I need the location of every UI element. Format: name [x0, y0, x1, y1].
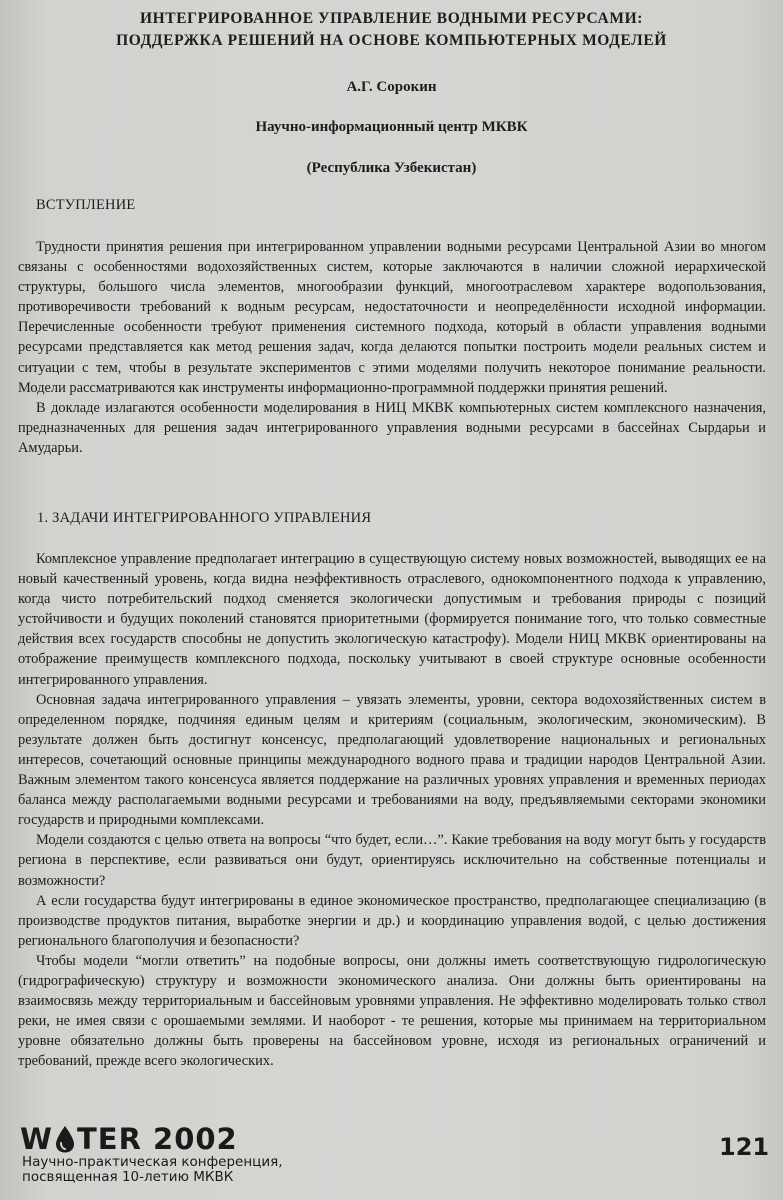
section-1-paragraph: Чтобы модели “могли ответить” на подобные вопросы, они должны иметь соответствующую гидрологическую (гидрографическую) структуру и возможности экономического анализа. Они должны быть ориентированы на взаимосвязь между территориальным и бассейновым уровнями управления. Не эффективно моделировать только ствол реки, не имея связи с орошаемыми землями. И наоборот - те решения, которые мы принимаем на территориальном уровне обязательно должны быть проверены на бассейновом уровне, исходя из региональных ограничений и требований, прежде всего экологических. — [18, 952, 766, 1070]
country-name: (Республика Узбекистан) — [306, 160, 477, 176]
intro-paragraph: Трудности принятия решения при интегрированном управлении водными ресурсами Центральной Азии во многом связаны с особенностями водохозяйственных систем, которые заключаются в наличии сложной иерархической структуры, большого числа элементов, многообразии функций, многоотраслевом характере водопользования, противоречивости требований к водным ресурсам, недостаточности и неопределённости исходной информации. Перечисленные особенности требуют применения системного подхода, который в области управления водными ресурсами представляется как метод решения задач, когда делаются попытки построить модели реальных систем и ситуации с тем, чтобы в результате экспериментов с этими моделями получить некоторое понимание реальности. Модели рассматриваются как инструменты информационно-программной поддержки принятия решений. — [18, 239, 766, 396]
page-number: 121 — [719, 1133, 770, 1161]
conference-subtitle — [22, 1155, 283, 1185]
intro-paragraph: В докладе излагаются особенности моделирования в НИЦ МКВК компьютерных систем комплексного назначения, предназначенных для решения задач интегрированного управления водными ресурсами в бассейнах Сырдарьи и Амударьи. — [18, 399, 766, 456]
water-drop-icon — [54, 1124, 76, 1154]
conference-subtitle-line-2: посвященная 10-летию МКВК — [22, 1169, 234, 1185]
logo-text-left: W — [20, 1122, 53, 1156]
conference-subtitle-line-1: Научно-практическая конференция, — [22, 1154, 283, 1170]
section-1-paragraph: Основная задача интегрированного управления – увязать элементы, уровни, сектора водохозяйственных систем в определенном порядке, подчиняя единым целям и критериям (социальным, экологическим, экономическим). В результате должен быть достигнут консенсус, предполагающий удовлетворение национальных и региональных интересов, сочетающий основные принципы международного водного права и традиции народов Центральной Азии. Важным элементом такого консенсуса является поддержание на различных уровнях управления и временных периодах баланса между располагаемыми водными ресурсами и требованиями на воду, предъявляемыми секторами экономики государств и природными комплексами. — [18, 691, 766, 829]
title-line-1: ИНТЕГРИРОВАННОЕ УПРАВЛЕНИЕ ВОДНЫМИ РЕСУРСАМИ: — [139, 10, 644, 27]
section-1-paragraph: Комплексное управление предполагает интеграцию в существующую систему новых возможностей, выводящих ее на новый качественный уровень, когда видна неэффективность отраслевого, однокомпонентного подхода к управлению, когда чисто потребительский подход сменяется экологически допустимым и требования природы с позиций устойчивости и будущих поколений становятся приоритетными (формируется понимание того, что только совместные действия всех государств способны не допустить экологическую катастрофу). Модели НИЦ МКВК ориентированы на отображение преимуществ комплексного подхода, поскольку учитывают в своей структуре основные особенности интегрированного управления. — [18, 551, 766, 688]
section-1-body — [18, 549, 766, 1071]
author-name: А.Г. Сорокин — [346, 79, 437, 95]
section-1-paragraph: А если государства будут интегрированы в единое экономическое пространство, предполагающее специализацию (в производстве продуктов питания, выработке энергии и др.) и координацию управления водой, с целью достижения регионального благополучия и безопасности? — [18, 892, 766, 949]
intro-body — [18, 237, 766, 458]
title-line-2: ПОДДЕРЖКА РЕШЕНИЙ НА ОСНОВЕ КОМПЬЮТЕРНЫХ МОДЕЛЕЙ — [116, 32, 667, 49]
section-1-heading: 1. ЗАДАЧИ ИНТЕГРИРОВАННОГО УПРАВЛЕНИЯ — [37, 510, 372, 526]
paper-title — [30, 8, 753, 52]
logo-text-right: TER 2002 — [77, 1122, 238, 1156]
water-2002-logo — [20, 1122, 238, 1156]
section-1-paragraph: Модели создаются с целью ответа на вопросы “что будет, если…”. Какие требования на воду могут быть у государств региона в перспективе, если развиваться они будут, ориентируясь исключительно на собственные потенциалы и возможности? — [18, 832, 766, 889]
organization-name: Научно-информационный центр МКВК — [255, 119, 528, 135]
intro-heading: ВСТУПЛЕНИЕ — [36, 197, 136, 213]
